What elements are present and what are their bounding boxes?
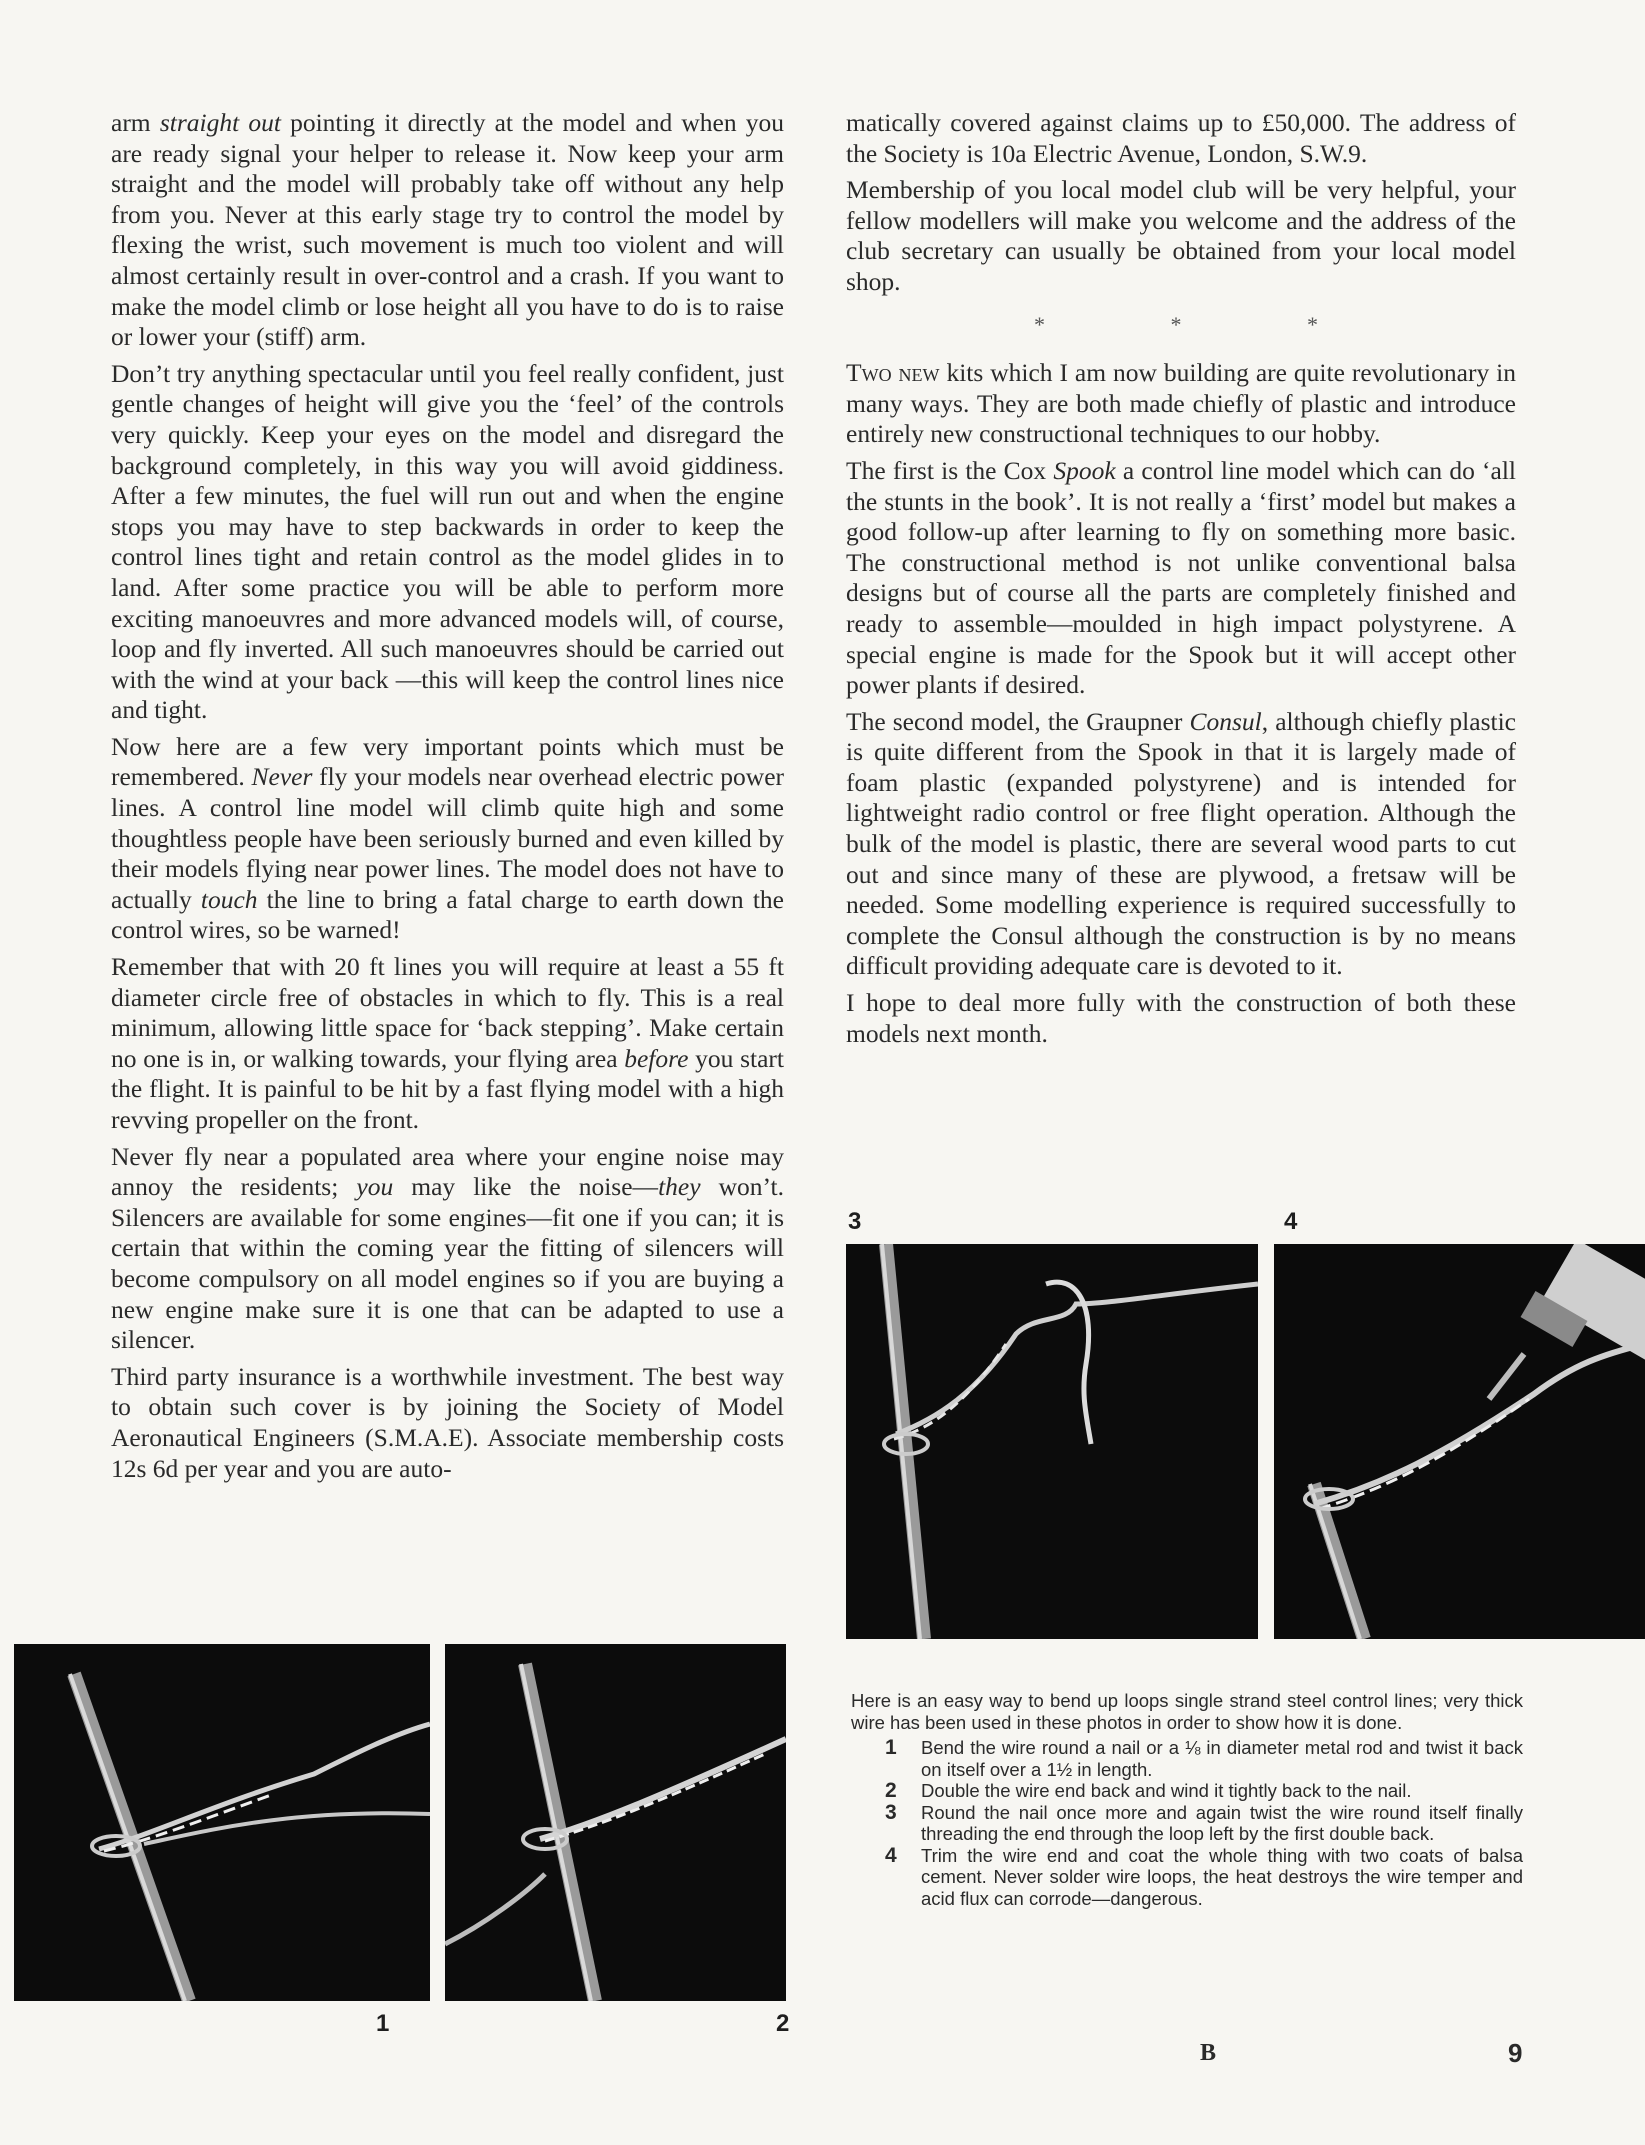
- wire-loop-photo-4-image: [1274, 1244, 1645, 1639]
- step-text: Trim the wire end and coat the whole thing with two coats of balsa cement. Never solder wire loops, the heat destroys the wire temper and acid flux can corrode—dangerous.: [921, 1844, 1523, 1909]
- section-divider-stars: * * *: [1034, 311, 1378, 337]
- caption-step: [851, 1802, 1523, 1845]
- paragraph: Membership of you local model club will be very helpful, your fellow modellers will make you welcome and the address of the club secretary can usually be obtained from your local model shop.: [846, 175, 1516, 296]
- wire-loop-photo-2-image: [445, 1644, 786, 2001]
- photo-wire-loop-step-4: [1274, 1244, 1645, 1639]
- photo-wire-loop-step-1: [14, 1644, 430, 2001]
- paragraph: arm straight out pointing it directly at the model and when you are ready signal your helper to release it. Now keep your arm straight and the model will probably take off without any help from you. Never at this early stage try to control the model by flexing the wrist, such movement is much too violent and will almost certainly result in over-control and a crash. If you want to make the model climb or lose height all you have to do is to raise or lower your (stiff) arm.: [111, 108, 785, 352]
- paragraph: Two new kits which I am now building are quite revolutionary in many ways. They are both made chiefly of plastic and introduce entirely new constructional techniques to our hobby.: [846, 358, 1516, 449]
- caption-step: [851, 1737, 1523, 1780]
- paragraph: Don’t try anything spectacular until you feel really confident, just gentle changes of height will give you the ‘feel’ of the controls very quickly. Keep your eyes on the model and disregard the background completely, in this way you will avoid giddiness. After a few minutes, the fuel will run out and when the engine stops you may have to step backwards in order to keep the control lines tight and retain control as the model glides in to land. After some practice you will be able to perform more exciting manoeuvres and more advanced models will, of course, loop and fly inverted. All such manoeuvres should be carried out with the wind at your back —this will keep the control lines nice and tight.: [111, 358, 784, 725]
- caption-step: [851, 1845, 1523, 1910]
- photo-number-4: 4: [1284, 1208, 1298, 1235]
- step-text: Double the wire end back and wind it tightly back to the nail.: [921, 1780, 1412, 1801]
- wire-loop-photo-3-image: [846, 1244, 1258, 1639]
- paragraph: The first is the Cox Spook a control line model which can do ‘all the stunts in the book’. It is not really a ‘first’ model but makes a good follow-up after learning to fly on something more basic. The constructional method is not unlike conventional balsa designs but of course all the parts are completely finished and ready to assemble—moulded in high impact polystyrene. A special engine is made for the Spook but it will accept other power plants if desired.: [846, 455, 1517, 700]
- step-text: Bend the wire round a nail or a ⅛ in diameter metal rod and twist it back on itself over a 1½ in length.: [921, 1737, 1523, 1780]
- photo-number-3: 3: [848, 1208, 862, 1235]
- signature-letter: B: [1200, 2040, 1217, 2066]
- paragraph: Never fly near a populated area where your engine noise may annoy the residents; you may like the noise—they won’t. Silencers are available for some engines—fit one if you can; it is certain that within the coming year the fitting of silencers will become compulsory on all model engines so if you are buying a new engine make sure it is one that can be adapted to use a silencer.: [111, 1141, 785, 1355]
- paragraph: The second model, the Graupner Consul, although chiefly plastic is quite different from the Spook in that it is largely made of foam plastic (expanded polystyrene) and is intended for lightweight radio control or free flight operation. Although the bulk of the model is plastic, there are several wood parts to cut out and since many of these are plywood, a fretsaw will be needed. Some modelling experience is required successfully to complete the Consul although the construction is by no means difficult providing adequate care is devoted to it.: [846, 706, 1516, 981]
- page-number: 9: [1508, 2038, 1523, 2068]
- photo-wire-loop-step-3: [846, 1244, 1258, 1639]
- step-text: Round the nail once more and again twist the wire round itself finally threading the end through the loop left by the first double back.: [921, 1801, 1523, 1844]
- photo-wire-loop-step-2: [445, 1644, 786, 2001]
- right-text-column: [846, 108, 1516, 1055]
- photo-caption: [851, 1690, 1523, 1909]
- photo-number-1: 1: [376, 2010, 390, 2037]
- step-number: 3: [885, 1800, 897, 1824]
- photo-number-2: 2: [776, 2010, 790, 2037]
- left-text-column: [111, 108, 784, 1490]
- paragraph: Remember that with 20 ft lines you will require at least a 55 ft diameter circle free of obstacles in which to fly. This is a real minimum, allowing little space for ‘back stepping’. Make certain no one is in, or walking towards, your flying area before you start the flight. It is painful to be hit by a fast flying model with a high revving propeller on the front.: [111, 952, 785, 1134]
- paragraph: matically covered against claims up to £50,000. The address of the Society is 10a Electric Avenue, London, S.W.9.: [846, 108, 1516, 168]
- caption-step: [851, 1780, 1523, 1802]
- paragraph: Third party insurance is a worthwhile investment. The best way to obtain such cover is by joining the Society of Model Aeronautical Engineers (S.M.A.E). Associate membership costs 12s 6d per year and you are auto-: [111, 1361, 784, 1483]
- paragraph: I hope to deal more fully with the construction of both these models next month.: [846, 988, 1516, 1048]
- caption-intro: Here is an easy way to bend up loops single strand steel control lines; very thick wire has been used in these photos in order to show how it is done.: [851, 1690, 1523, 1733]
- step-number: 1: [885, 1736, 897, 1759]
- wire-loop-photo-1-image: [14, 1644, 430, 2001]
- step-number: 4: [885, 1843, 897, 1867]
- step-number: 2: [885, 1779, 897, 1802]
- paragraph: Now here are a few very important points which must be remembered. Never fly your models near overhead electric power lines. A control line model will climb quite high and some thoughtless people have been seriously burned and even killed by their models flying near power lines. The model does not have to actually touch the line to bring a fatal charge to earth down the control wires, so be warned!: [111, 731, 784, 945]
